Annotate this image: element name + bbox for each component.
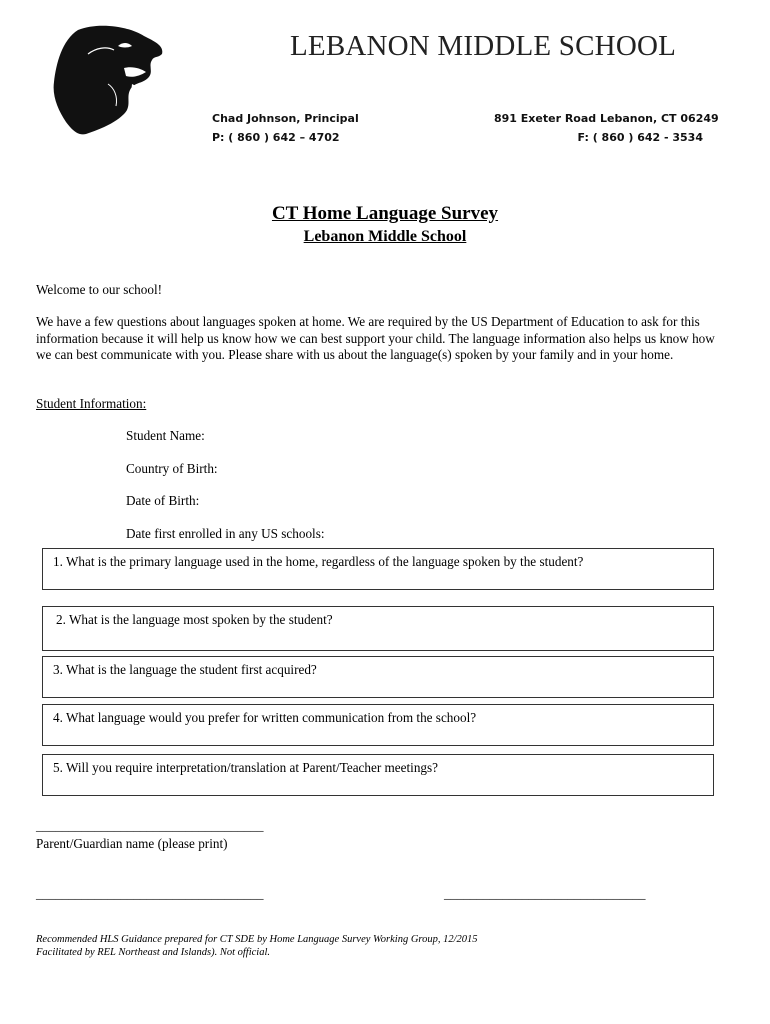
student-info-heading: Student Information: xyxy=(36,396,147,411)
principal-name: Chad Johnson, Principal xyxy=(212,112,359,125)
phone-number: P: ( 860 ) 642 – 4702 xyxy=(212,131,340,144)
fax-number: F: ( 860 ) 642 - 3534 xyxy=(577,131,703,144)
student-name-field[interactable]: Student Name: xyxy=(126,428,205,443)
guardian-name-line[interactable]: ___________________________________ xyxy=(36,818,264,833)
school-name: LEBANON MIDDLE SCHOOL xyxy=(290,30,677,62)
question-box-2[interactable]: 2. What is the language most spoken by the student? xyxy=(42,606,714,651)
survey-title: CT Home Language Survey xyxy=(271,203,499,224)
question-box-3[interactable]: 3. What is the language the student first acquired? xyxy=(42,656,714,698)
date-of-birth-field[interactable]: Date of Birth: xyxy=(126,493,200,508)
date-first-enrolled-field[interactable]: Date first enrolled in any US schools: xyxy=(126,526,325,541)
footer-note-1: Recommended HLS Guidance prepared for CT SDE by Home Language Survey Working Group, 12/2015 xyxy=(36,934,478,945)
signature-line-right[interactable]: _______________________________ xyxy=(444,886,646,901)
question-box-1[interactable]: 1. What is the primary language used in the home, regardless of the language spoken by the student? xyxy=(42,548,714,590)
question-box-5[interactable]: 5. Will you require interpretation/translation at Parent/Teacher meetings? xyxy=(42,754,714,796)
intro-paragraph: We have a few questions about languages spoken at home. We are required by the US Department of Education to ask for this information because it will help us know how we can best support your child. The language information also helps us know how we can best communicate with you. Please share with us about the language(s) spoken by your family and in your home. xyxy=(36,314,715,362)
footer-note-2: Facilitated by REL Northeast and Islands). Not official. xyxy=(36,947,271,958)
welcome-text: Welcome to our school! xyxy=(36,282,163,297)
signature-line-left[interactable]: ___________________________________ xyxy=(36,886,264,901)
panther-logo xyxy=(48,24,166,136)
country-of-birth-field[interactable]: Country of Birth: xyxy=(126,461,218,476)
guardian-name-label: Parent/Guardian name (please print) xyxy=(36,836,228,851)
school-address: 891 Exeter Road Lebanon, CT 06249 xyxy=(494,112,719,125)
question-box-4[interactable]: 4. What language would you prefer for written communication from the school? xyxy=(42,704,714,746)
survey-subtitle: Lebanon Middle School xyxy=(303,228,467,245)
